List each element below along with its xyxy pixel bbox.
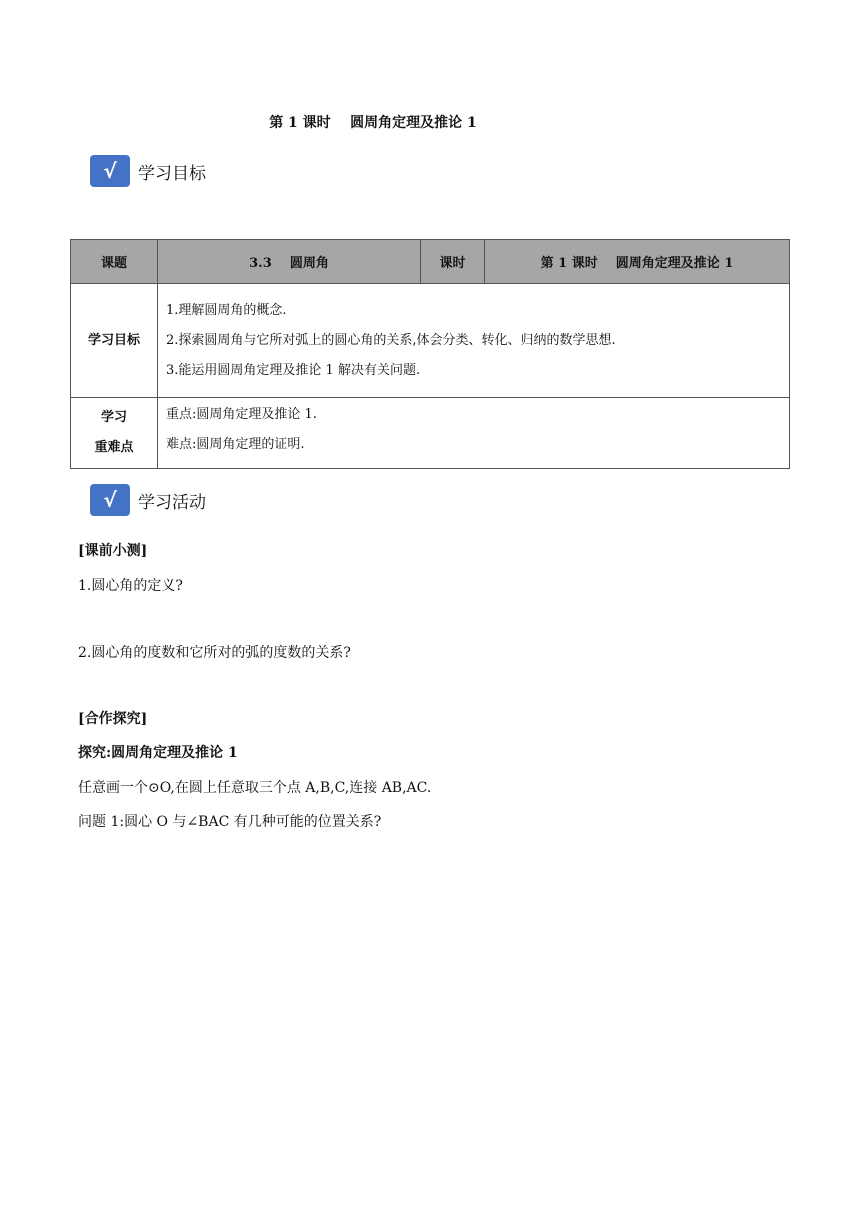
lesson-plan-table [70,239,790,469]
explore-heading: 探究:圆周角定理及推论 1 [78,745,238,761]
coop-heading: [合作探究] [78,711,148,727]
lesson-value: 第 1 课时 圆周角定理及推论 1 [485,240,790,284]
key-points-label [71,398,158,469]
task-text: 任意画一个⊙O,在圆上任意取三个点 A,B,C,连接 AB,AC. [78,780,432,796]
pretest-heading: [课前小测] [78,543,148,559]
key-point-item: 重点:圆周角定理及推论 1. [166,407,317,422]
topic-label: 课题 [71,240,158,284]
key-points-label-line1: 学习 [100,410,127,425]
check-icon: √ [90,155,130,187]
activities-heading: 学习活动 [138,492,206,513]
objectives-row [71,284,790,398]
table-header-row [71,240,790,284]
objective-item: 2.探索圆周角与它所对弧上的圆心角的关系,体会分类、转化、归纳的数学思想. [166,332,616,348]
objectives-label: 学习目标 [71,284,158,398]
question-1: 1.圆心角的定义? [78,578,183,594]
objectives-heading: 学习目标 [138,163,206,184]
key-points-content [158,398,790,469]
question-2: 2.圆心角的度数和它所对的弧的度数的关系? [78,645,351,661]
key-points-row [71,398,790,469]
key-points-label-line2: 重难点 [94,440,134,455]
objective-item: 3.能运用圆周角定理及推论 1 解决有关问题. [166,362,421,378]
activities-section-header [90,483,206,517]
objective-item: 1.理解圆周角的概念. [166,302,287,318]
lesson-label: 课时 [421,240,485,284]
objectives-content [158,284,790,398]
topic-value: 3.3 圆周角 [158,240,421,284]
key-point-item: 难点:圆周角定理的证明. [166,437,305,452]
problem-1: 问题 1:圆心 O 与∠BAC 有几种可能的位置关系? [78,814,382,830]
objectives-section-header [90,154,206,188]
check-icon: √ [90,484,130,516]
page-title: 第 1 课时 圆周角定理及推论 1 [269,115,477,131]
